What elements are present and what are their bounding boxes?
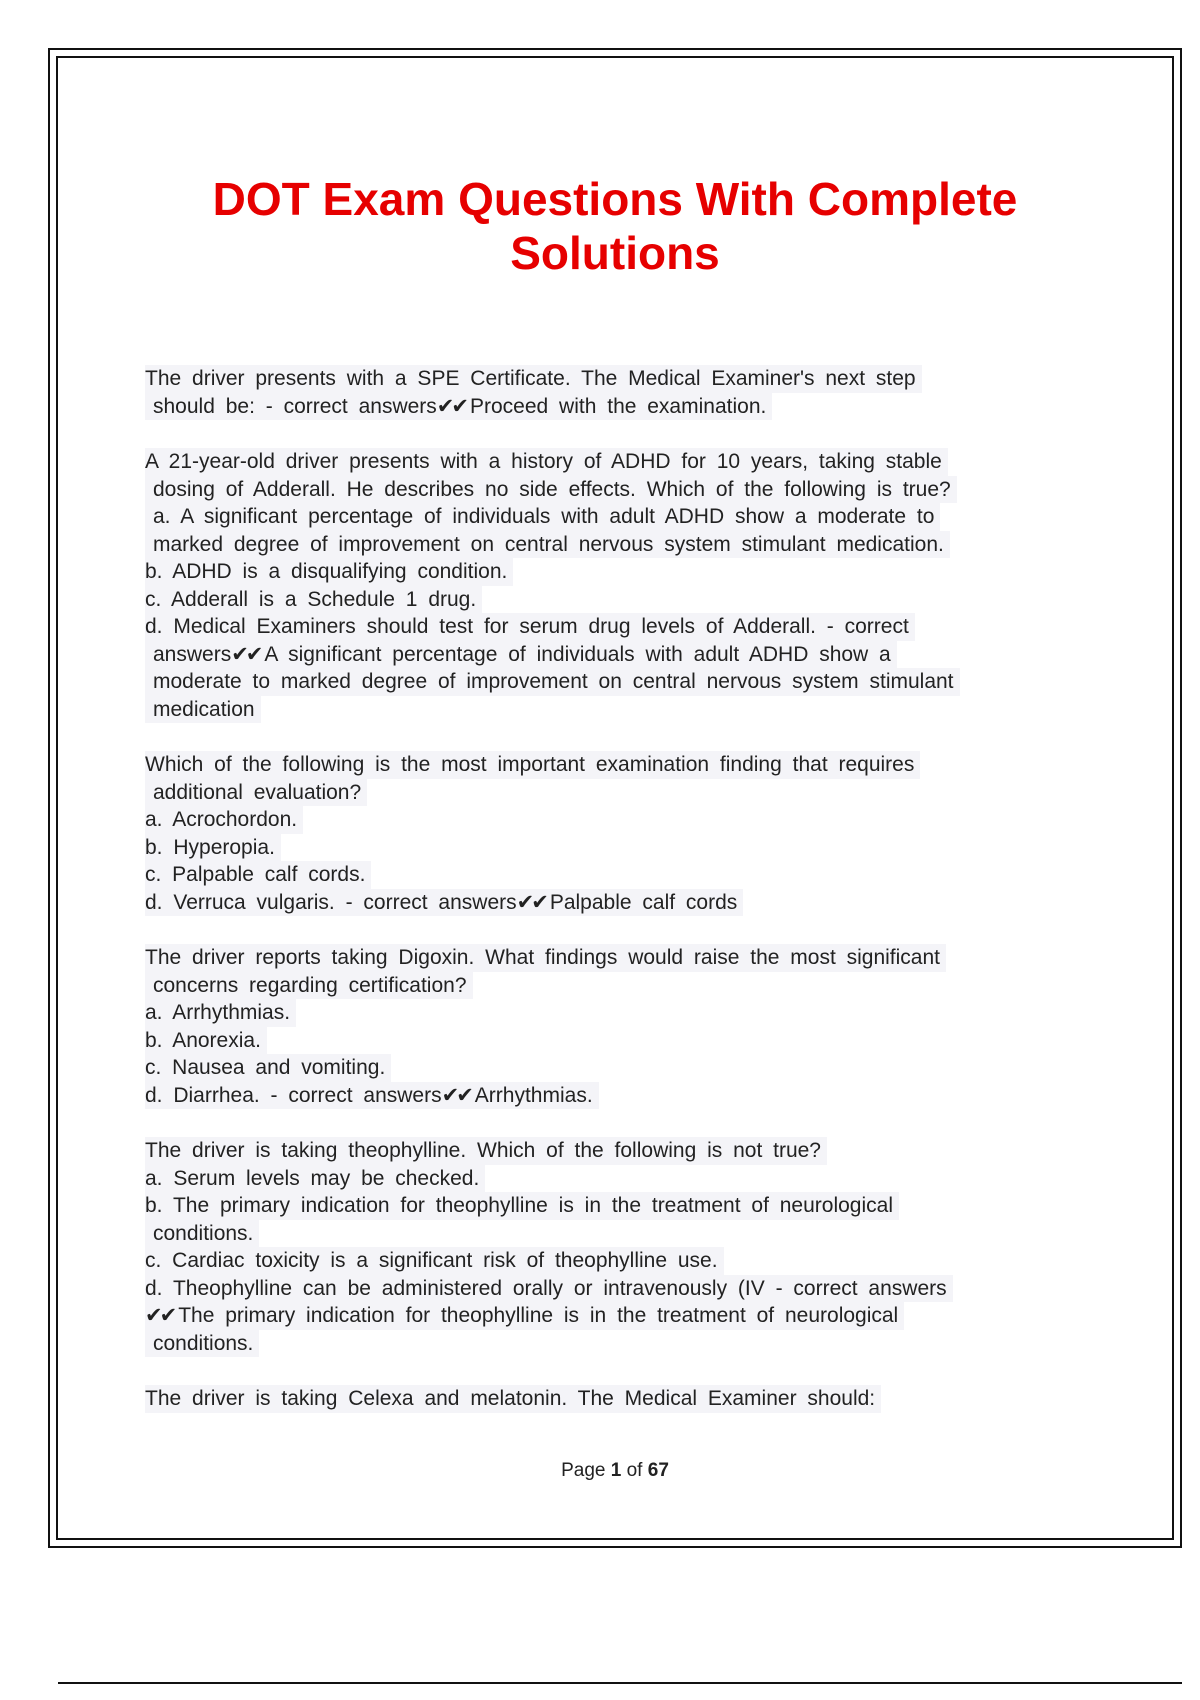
qa-option-c: c. Palpable calf cords. [145,861,371,889]
qa-line-answer [145,889,743,917]
qa-option-a: a. Arrhythmias. [145,999,296,1027]
qa-item-4 [145,944,1075,1109]
page-label: Page [561,1460,606,1481]
correct-answer-text: The primary indication for theophylline is in the treatment of neurological [178,1304,899,1327]
qa-line: concerns regarding certification? [145,972,473,1000]
qa-item-6 [145,1385,1075,1413]
qa-option-b: b. Hyperopia. [145,834,281,862]
checkmark-icon: ✔✔ [516,890,546,914]
current-page: 1 [610,1460,622,1481]
of-label: of [626,1460,643,1481]
checkmark-icon: ✔✔ [231,642,261,666]
qa-option-c: c. Nausea and vomiting. [145,1054,391,1082]
qa-option-c: c. Adderall is a Schedule 1 drug. [145,586,482,614]
qa-option-d: d. Medical Examiners should test for serum drug levels of Adderall. - correct [145,613,915,641]
qa-option-d: d. Diarrhea. - correct answers [145,1083,442,1107]
total-pages: 67 [647,1460,669,1481]
document-title-line-1: DOT Exam Questions With Complete [212,173,1018,225]
correct-answer-text: conditions. [145,1330,259,1358]
correct-answer-text: Palpable calf cords [549,890,738,914]
qa-item-2 [145,448,1075,723]
qa-option-b: b. ADHD is a disqualifying condition. [145,558,513,586]
qa-line-answer [145,1082,599,1110]
correct-answer-text: medication [145,696,261,724]
qa-line-text: should be: - correct answers [153,394,437,418]
page-number [0,1460,1200,1482]
qa-option-d: d. Theophylline can be administered orally or intravenously (IV - correct answers [145,1275,953,1303]
qa-option-c: c. Cardiac toxicity is a significant risk of theophylline use. [145,1247,724,1275]
checkmark-icon: ✔✔ [436,394,466,418]
qa-content [145,365,1075,1441]
qa-item-1 [145,365,1075,420]
qa-line: The driver is taking Celexa and melatonin. The Medical Examiner should: [145,1385,881,1413]
qa-line: Which of the following is the most important examination finding that requires [145,751,920,779]
qa-line: additional evaluation? [145,779,367,807]
qa-line: The driver is taking theophylline. Which of the following is not true? [145,1137,827,1165]
checkmark-icon: ✔✔ [441,1083,471,1107]
bottom-divider [58,1682,1182,1684]
qa-line-text: answers [153,642,232,666]
qa-line-answer [145,1302,904,1330]
qa-line-answer [145,393,772,421]
qa-option-b: b. Anorexia. [145,1027,267,1055]
correct-answer-text: Proceed with the examination. [470,394,767,418]
qa-line: The driver reports taking Digoxin. What findings would raise the most significant [145,944,946,972]
qa-line: dosing of Adderall. He describes no side effects. Which of the following is true? [145,476,957,504]
qa-line: A 21-year-old driver presents with a history of ADHD for 10 years, taking stable [145,448,948,476]
qa-item-3 [145,751,1075,916]
checkmark-icon: ✔✔ [145,1304,175,1327]
correct-answer-text: Arrhythmias. [474,1083,593,1107]
correct-answer-text: moderate to marked degree of improvement on central nervous system stimulant [145,668,960,696]
qa-line: The driver presents with a SPE Certificate. The Medical Examiner's next step [145,365,922,393]
qa-option-b: b. The primary indication for theophylline is in the treatment of neurological [145,1192,899,1220]
correct-answer-text: A significant percentage of individuals with adult ADHD show a [264,642,891,666]
qa-line: marked degree of improvement on central nervous system stimulant medication. [145,531,950,559]
qa-line-answer [145,641,897,669]
document-title [100,172,1130,280]
qa-option-a: a. Acrochordon. [145,806,303,834]
document-title-line-2: Solutions [510,227,720,279]
qa-line: conditions. [145,1220,259,1248]
qa-option-a: a. Serum levels may be checked. [145,1165,485,1193]
qa-option-a: a. A significant percentage of individuals with adult ADHD show a moderate to [145,503,940,531]
qa-option-d: d. Verruca vulgaris. - correct answers [145,890,517,914]
qa-item-5 [145,1137,1075,1357]
